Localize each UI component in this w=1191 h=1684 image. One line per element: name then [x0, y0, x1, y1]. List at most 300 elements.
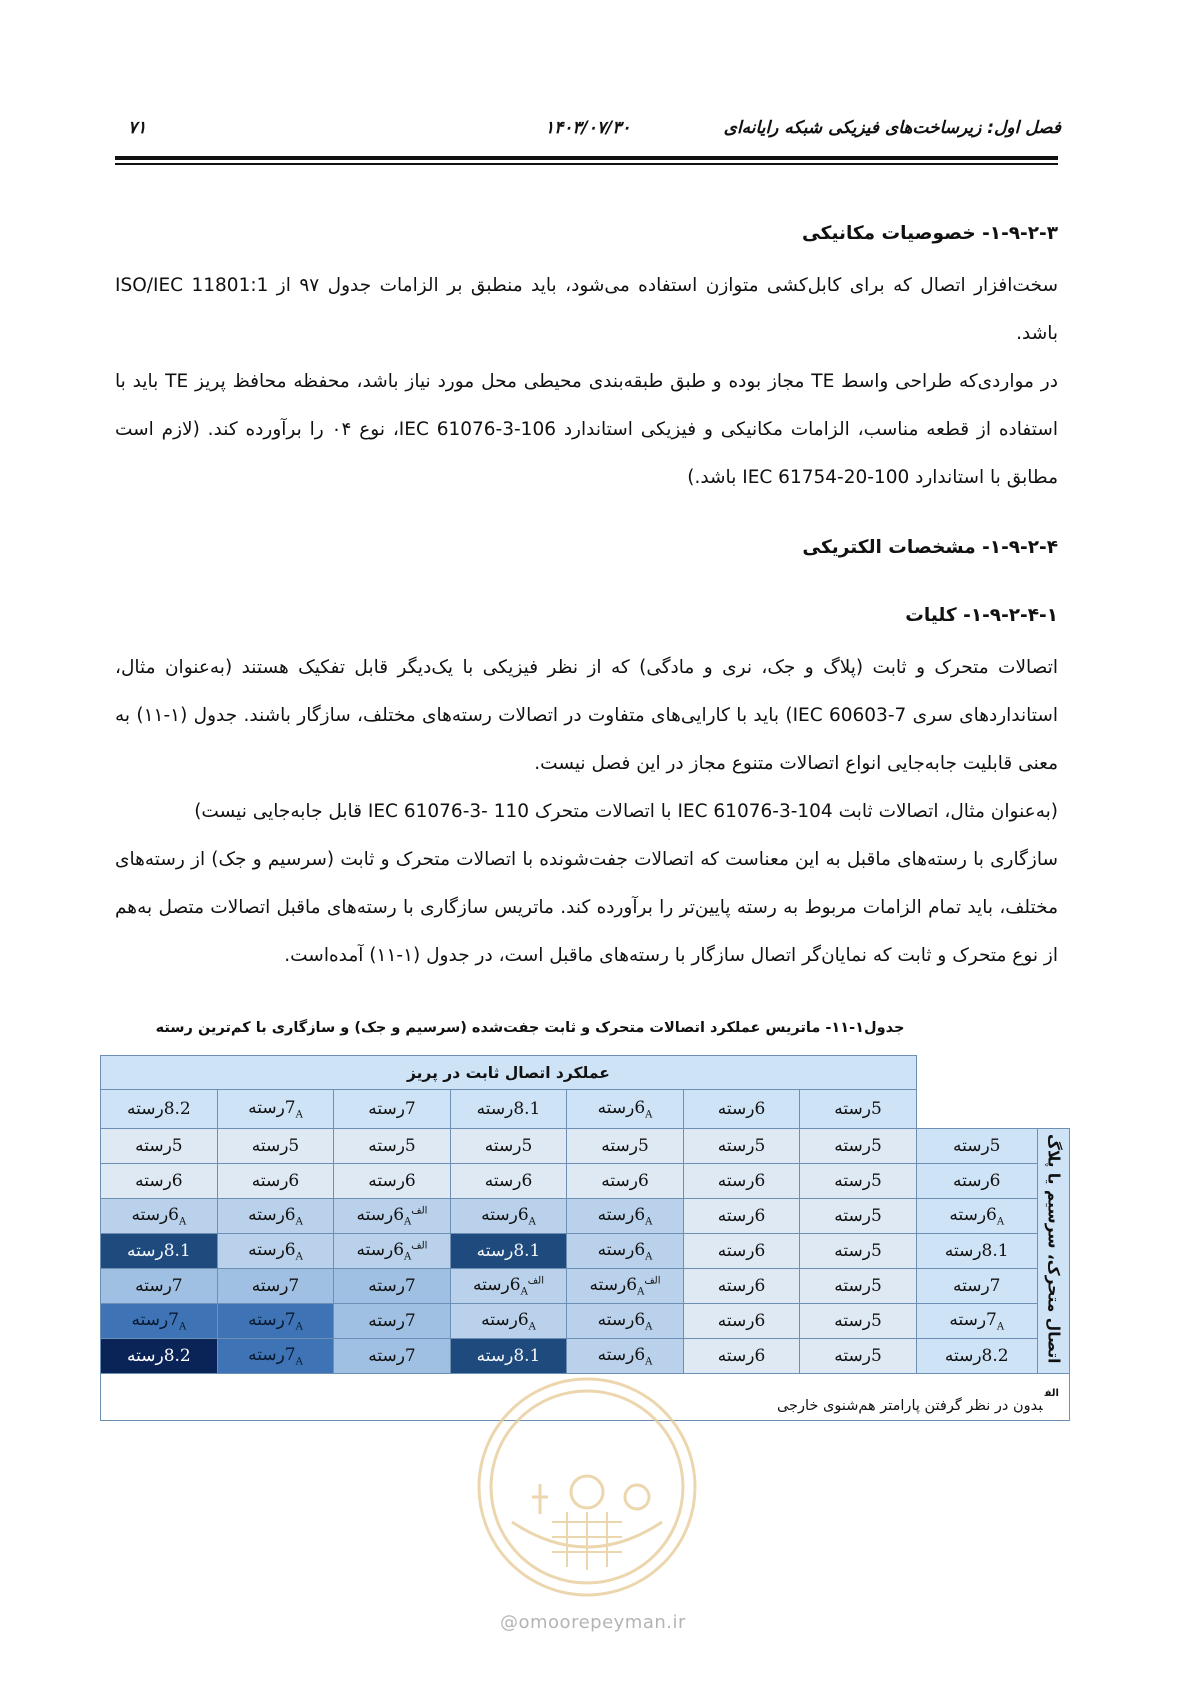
- paragraph: (به‌عنوان مثال، اتصالات ثابت IEC 61076-3-104 با اتصالات متحرک IEC 61076-3- 110 قابل جابه‌جایی نیست): [194, 801, 1058, 822]
- matrix-cell: [567, 1234, 684, 1269]
- column-header-cell: [683, 1090, 800, 1129]
- row-header-cell: [916, 1234, 1037, 1269]
- cell-category: [168, 1204, 187, 1228]
- cell-category: [517, 1204, 536, 1228]
- category-number: 6: [634, 1097, 646, 1118]
- cell-label: رسته: [473, 1274, 510, 1295]
- category-number: 5: [870, 1099, 882, 1119]
- matrix-cell: [450, 1234, 567, 1269]
- category-number: 6: [509, 1274, 521, 1295]
- cell-label: رسته: [834, 1171, 871, 1191]
- matrix-cell: [101, 1164, 218, 1199]
- category-number: 5: [870, 1171, 882, 1191]
- table-row: [101, 1164, 1070, 1199]
- category-subscript: A: [404, 1251, 412, 1263]
- cell-category: [754, 1311, 765, 1331]
- cell-category: [288, 1171, 299, 1191]
- row-header-cell: [916, 1164, 1037, 1199]
- category-number: 5: [870, 1241, 882, 1261]
- cell-label: رسته: [949, 1309, 987, 1330]
- corner-blank: [916, 1056, 1037, 1090]
- column-header-cell: [334, 1090, 451, 1129]
- cell-category: [871, 1276, 882, 1296]
- cell-category: [393, 1204, 428, 1228]
- category-number: 5: [171, 1136, 183, 1156]
- category-number: 6: [284, 1204, 296, 1225]
- category-number: 7: [284, 1344, 296, 1365]
- category-subscript: A: [528, 1216, 536, 1228]
- cell-category: [638, 1136, 649, 1156]
- matrix-cell: [101, 1304, 218, 1339]
- category-subscript: A: [645, 1216, 653, 1228]
- cell-category: [405, 1276, 416, 1296]
- category-number: 6: [754, 1311, 766, 1331]
- matrix-cell: [800, 1304, 917, 1339]
- category-subscript: A: [645, 1109, 653, 1121]
- cell-label: رسته: [248, 1344, 285, 1365]
- cell-category: [284, 1204, 303, 1228]
- category-number: 6: [521, 1171, 533, 1191]
- category-number: 6: [754, 1206, 766, 1226]
- footnote-mark: الف: [1044, 1388, 1059, 1399]
- category-number: 7: [404, 1276, 416, 1296]
- footnote-marker: الف: [644, 1275, 661, 1287]
- category-subscript: A: [528, 1321, 536, 1333]
- paragraph: اتصالات متحرک و ثابت (پلاگ و جک، نری و مادگی) که از نظر فیزیکی با یک‌دیگر قابل تفکیک هستند (به‌عنوان مثال، استانداردهای سری IEC 60603-7) باید با کارایی‌های متفاوت در اتصالات رسته‌های مختلف، سازگار باشند. جدول (۱-۱۱) به معنی قابلیت جابه‌جایی انواع اتصالات متنوع مجاز در این فصل نیست.: [115, 657, 1059, 774]
- category-number: 5: [870, 1206, 882, 1226]
- matrix-cell: [450, 1199, 567, 1234]
- matrix-cell: [450, 1339, 567, 1374]
- category-subscript: A: [295, 1356, 303, 1368]
- cell-category: [626, 1274, 661, 1298]
- cell-label: رسته: [944, 1241, 982, 1261]
- category-number: 6: [754, 1099, 766, 1119]
- matrix-cell: [567, 1304, 684, 1339]
- category-number: 5: [754, 1136, 766, 1156]
- row-header-cell: [916, 1129, 1037, 1164]
- matrix-cell: [450, 1304, 567, 1339]
- cell-label: رسته: [952, 1276, 990, 1296]
- cell-label: رسته: [834, 1241, 871, 1261]
- category-subscript: A: [996, 1216, 1005, 1228]
- matrix-cell: [334, 1304, 451, 1339]
- category-number: 5: [870, 1311, 882, 1331]
- cell-label: رسته: [481, 1309, 518, 1330]
- category-number: 6: [393, 1204, 405, 1225]
- matrix-cell: [683, 1339, 800, 1374]
- category-number: 6: [754, 1171, 766, 1191]
- category-number: 6: [754, 1276, 766, 1296]
- cell-category: [638, 1171, 649, 1191]
- category-number: 6: [754, 1346, 766, 1366]
- cell-category: [754, 1346, 765, 1366]
- cell-category: [284, 1309, 303, 1333]
- cell-label: رسته: [601, 1171, 638, 1191]
- cell-label: رسته: [717, 1206, 755, 1226]
- category-number: 6: [288, 1171, 300, 1191]
- cell-label: رسته: [135, 1171, 172, 1191]
- cell-category: [405, 1346, 416, 1366]
- cell-label: رسته: [356, 1239, 394, 1260]
- cell-label: رسته: [717, 1276, 755, 1296]
- corner-blank: [1037, 1056, 1069, 1090]
- matrix-cell: [800, 1199, 917, 1234]
- category-number: 7: [284, 1097, 296, 1118]
- category-number: 8.1: [981, 1241, 1009, 1261]
- cell-category: [513, 1099, 540, 1119]
- table-caption: جدول۱-۱۱- ماتریس عملکرد اتصالات متحرک و ثابت جفت‌شده (سرسیم و جک) و سازگاری با کم‌ترین رسته: [155, 1020, 905, 1036]
- category-number: 7: [404, 1346, 416, 1366]
- watermark-site: [500, 1612, 686, 1633]
- cell-category: [513, 1346, 540, 1366]
- category-number: 6: [404, 1171, 416, 1191]
- cell-category: [990, 1276, 1001, 1296]
- paragraph: سازگاری با رسته‌های ماقبل به این معناست که اتصالات جفت‌شونده با اتصالات متحرک و ثابت (سرسیم و جک) از رسته‌های مختلف، باید تمام الزامات مربوط به رسته پایین‌تر را برآورده کند. ماتریس سازگاری با رسته‌های ماقبل اتصالات متصل به‌هم از نوع متحرک و ثابت که نمایان‌گر اتصال سازگار با رسته‌های ماقبل است، در جدول (۱-۱۱) آمده‌است.: [115, 849, 1058, 966]
- cell-category: [871, 1136, 882, 1156]
- cell-category: [405, 1099, 416, 1119]
- column-header-cell: [217, 1090, 334, 1129]
- matrix-cell: [800, 1234, 917, 1269]
- category-number: 5: [521, 1136, 533, 1156]
- cell-label: رسته: [834, 1276, 871, 1296]
- cell-label: رسته: [952, 1171, 990, 1191]
- matrix-cell: [101, 1129, 218, 1164]
- matrix-cell: [334, 1339, 451, 1374]
- cell-category: [982, 1346, 1009, 1366]
- cell-label: رسته: [834, 1311, 871, 1331]
- matrix-cell: [800, 1164, 917, 1199]
- category-subscript: A: [295, 1251, 303, 1263]
- category-number: 6: [634, 1239, 646, 1260]
- section-heading: ۱-۹-۲-۴- مشخصات الکتریکی: [802, 537, 1058, 558]
- cell-label: رسته: [368, 1276, 405, 1296]
- category-number: 6: [754, 1241, 766, 1261]
- matrix-cell: [217, 1199, 334, 1234]
- cell-category: [634, 1239, 653, 1263]
- row-header-cell: [916, 1339, 1037, 1374]
- matrix-cell: [567, 1269, 684, 1304]
- cell-category: [405, 1171, 416, 1191]
- cell-category: [288, 1136, 299, 1156]
- row-header-cell: [916, 1199, 1037, 1234]
- column-header-cell: [567, 1090, 684, 1129]
- cell-category: [754, 1206, 765, 1226]
- matrix-cell: [567, 1339, 684, 1374]
- category-number: 8.1: [513, 1241, 541, 1261]
- at-icon: @: [500, 1612, 519, 1633]
- matrix-cell: [800, 1269, 917, 1304]
- category-subscript: A: [179, 1321, 187, 1333]
- cell-category: [168, 1309, 187, 1333]
- cell-category: [405, 1311, 416, 1331]
- category-number: 5: [637, 1136, 649, 1156]
- matrix-cell: [217, 1339, 334, 1374]
- cell-category: [990, 1136, 1001, 1156]
- category-number: 6: [637, 1171, 649, 1191]
- category-number: 8.2: [981, 1346, 1009, 1366]
- matrix-cell: [101, 1199, 218, 1234]
- category-number: 6: [986, 1204, 997, 1225]
- matrix-cell: [334, 1234, 451, 1269]
- cell-category: [871, 1311, 882, 1331]
- category-number: 7: [986, 1309, 997, 1330]
- table-row: [101, 1269, 1070, 1304]
- cell-category: [986, 1204, 1005, 1228]
- cell-label: رسته: [834, 1206, 871, 1226]
- category-number: 6: [517, 1204, 529, 1225]
- category-number: 6: [634, 1309, 646, 1330]
- matrix-cell: [217, 1164, 334, 1199]
- cell-category: [754, 1241, 765, 1261]
- cell-label: رسته: [597, 1239, 635, 1260]
- moving-connector-header: [1037, 1129, 1069, 1374]
- category-subscript: A: [996, 1321, 1005, 1333]
- matrix-cell: [217, 1304, 334, 1339]
- cell-label: رسته: [135, 1276, 172, 1296]
- category-number: 6: [626, 1274, 638, 1295]
- cell-category: [634, 1344, 653, 1368]
- cell-label: رسته: [131, 1204, 169, 1225]
- category-number: 8.1: [163, 1241, 191, 1261]
- category-number: 6: [284, 1239, 296, 1260]
- matrix-cell: [567, 1199, 684, 1234]
- category-number: 8.1: [513, 1099, 541, 1119]
- cell-label: رسته: [476, 1346, 514, 1366]
- omoorepeyman-seal-logo: [472, 1372, 702, 1602]
- category-number: 7: [404, 1099, 416, 1119]
- cell-label: رسته: [944, 1346, 982, 1366]
- cell-label: رسته: [597, 1344, 635, 1365]
- cell-label: رسته: [126, 1099, 164, 1119]
- chapter-title: فصل اول: زیرساخت‌های فیزیکی شبکه رایانه‌ای: [723, 118, 1061, 138]
- cell-category: [284, 1239, 303, 1263]
- category-subscript: A: [637, 1286, 645, 1298]
- category-number: 6: [171, 1171, 183, 1191]
- category-subscript: A: [404, 1216, 412, 1228]
- cell-label: رسته: [717, 1171, 755, 1191]
- matrix-cell: [683, 1269, 800, 1304]
- matrix-cell: [450, 1129, 567, 1164]
- matrix-cell: [450, 1269, 567, 1304]
- cell-category: [172, 1171, 183, 1191]
- cell-label: رسته: [131, 1309, 169, 1330]
- cell-category: [871, 1099, 882, 1119]
- cell-label: رسته: [248, 1097, 285, 1118]
- matrix-cell: [567, 1164, 684, 1199]
- cell-label: رسته: [368, 1099, 405, 1119]
- category-subscript: A: [645, 1321, 653, 1333]
- matrix-cell: [334, 1129, 451, 1164]
- cell-label: رسته: [251, 1136, 289, 1156]
- cell-label: رسته: [251, 1276, 289, 1296]
- section-heading: ۱-۹-۲-۳- خصوصیات مکانیکی: [801, 223, 1058, 244]
- matrix-cell: [217, 1269, 334, 1304]
- category-number: 8.2: [163, 1099, 191, 1119]
- cell-category: [871, 1206, 882, 1226]
- cell-label: رسته: [126, 1241, 164, 1261]
- matrix-cell: [567, 1129, 684, 1164]
- category-subscript: A: [295, 1321, 303, 1333]
- matrix-cell: [683, 1199, 800, 1234]
- corner-blank: [1037, 1090, 1069, 1129]
- cell-category: [288, 1276, 299, 1296]
- cell-label: رسته: [135, 1136, 172, 1156]
- category-number: 6: [634, 1204, 646, 1225]
- cell-category: [754, 1136, 765, 1156]
- cell-category: [754, 1099, 765, 1119]
- category-number: 5: [870, 1136, 882, 1156]
- cell-category: [990, 1171, 1001, 1191]
- compatibility-matrix: [100, 1055, 1070, 1421]
- cell-category: [509, 1274, 544, 1298]
- footnote-text: بدون در نظر گرفتن پارامتر هم‌شنوی خارجی: [776, 1398, 1043, 1414]
- category-number: 6: [393, 1239, 405, 1260]
- cell-category: [634, 1309, 653, 1333]
- matrix-cell: [101, 1269, 218, 1304]
- category-subscript: A: [645, 1251, 653, 1263]
- matrix-cell: [217, 1129, 334, 1164]
- category-number: 6: [634, 1344, 646, 1365]
- cell-label: رسته: [589, 1274, 627, 1295]
- body-content: [115, 210, 1058, 980]
- header-rule-thick: [115, 156, 1058, 160]
- cell-label: رسته: [126, 1346, 164, 1366]
- header-date: ۱۴۰۳/۰۷/۳۰: [545, 118, 631, 138]
- cell-label: رسته: [717, 1099, 755, 1119]
- cell-category: [164, 1346, 191, 1366]
- cell-label: رسته: [248, 1204, 285, 1225]
- row-header-cell: [916, 1304, 1037, 1339]
- cell-category: [986, 1309, 1005, 1333]
- category-subscript: A: [520, 1286, 528, 1298]
- moving-connector-label: اتصال متحرک، سرسیم یا پلاگ: [1044, 1134, 1063, 1364]
- column-header-cell: [800, 1090, 917, 1129]
- fixed-connector-header: عملکرد اتصال ثابت در پریز: [101, 1056, 917, 1090]
- cell-category: [982, 1241, 1009, 1261]
- cell-label: رسته: [834, 1136, 871, 1156]
- category-number: 7: [989, 1276, 1001, 1296]
- table-row: [101, 1339, 1070, 1374]
- category-number: 6: [168, 1204, 179, 1225]
- matrix-cell: [217, 1234, 334, 1269]
- cell-label: رسته: [717, 1136, 755, 1156]
- table-row: [101, 1304, 1070, 1339]
- category-subscript: A: [295, 1216, 303, 1228]
- table-row: [101, 1234, 1070, 1269]
- cell-category: [405, 1136, 416, 1156]
- cell-category: [393, 1239, 428, 1263]
- section-heading: ۱-۹-۲-۴-۱- کلیات: [905, 605, 1058, 626]
- matrix-cell: [334, 1164, 451, 1199]
- category-number: 5: [870, 1276, 882, 1296]
- category-number: 5: [989, 1136, 1001, 1156]
- category-number: 6: [989, 1171, 1001, 1191]
- matrix-cell: [334, 1269, 451, 1304]
- cell-category: [871, 1241, 882, 1261]
- page-number: ۷۱: [128, 118, 147, 138]
- cell-category: [521, 1136, 532, 1156]
- footnote-marker: الف: [411, 1205, 428, 1217]
- column-header-cell: [450, 1090, 567, 1129]
- cell-category: [634, 1204, 653, 1228]
- matrix-cell: [683, 1129, 800, 1164]
- category-subscript: A: [295, 1109, 303, 1121]
- matrix-cell: [101, 1339, 218, 1374]
- cell-label: رسته: [368, 1136, 405, 1156]
- cell-label: رسته: [484, 1171, 522, 1191]
- category-number: 7: [168, 1309, 179, 1330]
- cell-label: رسته: [248, 1309, 285, 1330]
- cell-category: [284, 1097, 303, 1121]
- matrix-cell: [450, 1164, 567, 1199]
- table-row: [101, 1129, 1070, 1164]
- cell-label: رسته: [481, 1204, 518, 1225]
- category-number: 8.1: [513, 1346, 541, 1366]
- header-rule-thin: [115, 163, 1058, 165]
- cell-category: [164, 1099, 191, 1119]
- cell-category: [164, 1241, 191, 1261]
- watermark-site-text: omoorepeyman.ir: [518, 1612, 686, 1633]
- cell-label: رسته: [717, 1241, 755, 1261]
- cell-label: رسته: [356, 1204, 394, 1225]
- paragraph: سخت‌افزار اتصال که برای کابل‌کشی متوازن استفاده می‌شود، باید منطبق بر الزامات جدول ۹۷ از ISO/IEC 11801:1 باشد.: [115, 275, 1059, 344]
- cell-category: [513, 1241, 540, 1261]
- cell-label: رسته: [717, 1311, 755, 1331]
- cell-label: رسته: [484, 1136, 522, 1156]
- category-number: 7: [171, 1276, 183, 1296]
- category-number: 7: [404, 1311, 416, 1331]
- matrix-cell: [334, 1199, 451, 1234]
- cell-category: [172, 1136, 183, 1156]
- table-row: [101, 1199, 1070, 1234]
- cell-label: رسته: [597, 1309, 635, 1330]
- corner-blank: [916, 1090, 1037, 1129]
- cell-label: رسته: [368, 1311, 405, 1331]
- cell-category: [634, 1097, 653, 1121]
- row-header-cell: [916, 1269, 1037, 1304]
- cell-category: [284, 1344, 303, 1368]
- category-number: 5: [288, 1136, 300, 1156]
- category-subscript: A: [645, 1356, 653, 1368]
- cell-category: [754, 1171, 765, 1191]
- category-number: 6: [517, 1309, 529, 1330]
- category-number: 5: [870, 1346, 882, 1366]
- cell-label: رسته: [717, 1346, 755, 1366]
- matrix-cell: [683, 1304, 800, 1339]
- category-number: 5: [404, 1136, 416, 1156]
- cell-category: [871, 1171, 882, 1191]
- cell-label: رسته: [834, 1099, 871, 1119]
- cell-category: [754, 1276, 765, 1296]
- category-subscript: A: [179, 1216, 187, 1228]
- cell-category: [871, 1346, 882, 1366]
- footnote-marker: الف: [527, 1275, 544, 1287]
- matrix-cell: [683, 1234, 800, 1269]
- column-header-cell: [101, 1090, 218, 1129]
- cell-label: رسته: [952, 1136, 990, 1156]
- cell-label: رسته: [476, 1099, 514, 1119]
- matrix-cell: [800, 1129, 917, 1164]
- cell-label: رسته: [368, 1346, 405, 1366]
- cell-label: رسته: [248, 1239, 285, 1260]
- cell-label: رسته: [251, 1171, 289, 1191]
- category-number: 7: [284, 1309, 296, 1330]
- category-number: 7: [288, 1276, 300, 1296]
- footnote-marker: الف: [411, 1240, 428, 1252]
- cell-label: رسته: [597, 1097, 635, 1118]
- matrix-cell: [683, 1164, 800, 1199]
- cell-label: رسته: [368, 1171, 405, 1191]
